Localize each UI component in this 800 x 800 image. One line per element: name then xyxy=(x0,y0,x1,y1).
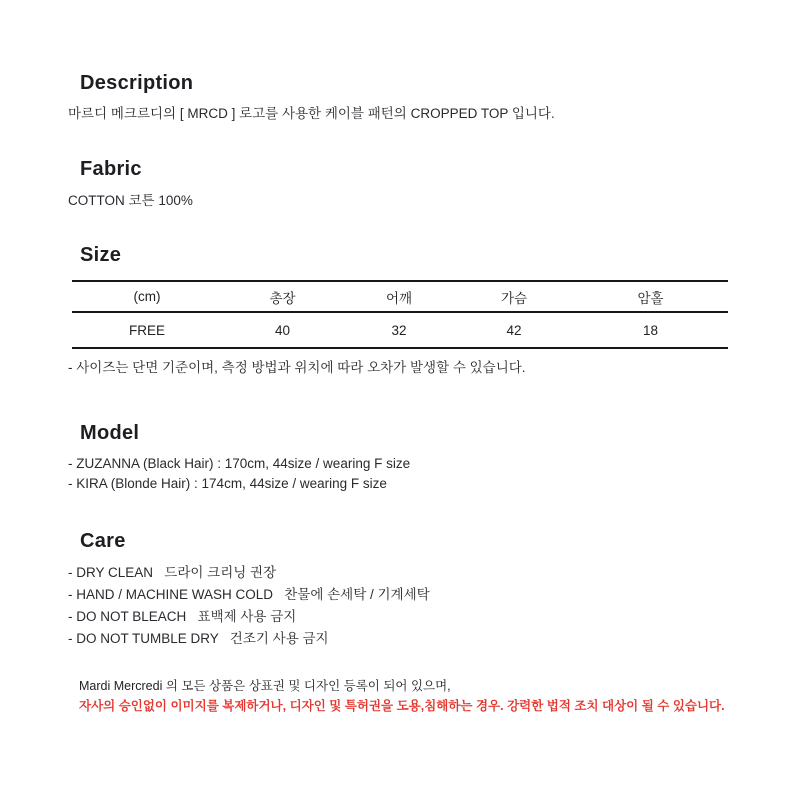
size-cell-armhole: 18 xyxy=(642,322,659,338)
care-heading: Care xyxy=(80,530,126,552)
size-section xyxy=(0,242,800,378)
size-table-header-row xyxy=(72,281,728,312)
description-section xyxy=(0,70,800,124)
size-table xyxy=(72,280,728,349)
care-line: - DO NOT TUMBLE DRY 건조기 사용 금지 xyxy=(68,631,329,646)
fabric-text: COTTON 코튼 100% xyxy=(68,193,193,208)
care-line: - HAND / MACHINE WASH COLD 찬물에 손세탁 / 기계세탁 xyxy=(68,587,430,602)
description-text: 마르디 메크르디의 [ MRCD ] 로고를 사용한 케이블 패턴의 CROPPED TOP 입니다. xyxy=(68,106,555,121)
size-col-length: 총장 xyxy=(269,290,296,306)
model-line: - ZUZANNA (Black Hair) : 170cm, 44size / wearing F size xyxy=(68,456,411,471)
size-table-row xyxy=(72,312,728,348)
description-heading: Description xyxy=(80,72,194,94)
size-col-shoulder: 어깨 xyxy=(385,290,413,306)
size-col-chest: 가슴 xyxy=(500,290,528,306)
care-line: - DRY CLEAN 드라이 크리닝 권장 xyxy=(68,565,277,580)
size-heading: Size xyxy=(80,244,122,266)
model-section xyxy=(0,420,800,494)
size-cell-shoulder: 32 xyxy=(391,322,407,338)
size-col-armhole: 암홀 xyxy=(637,290,664,306)
size-cell-length: 40 xyxy=(274,322,291,338)
fabric-section xyxy=(0,156,800,211)
fabric-heading: Fabric xyxy=(80,158,142,180)
care-section xyxy=(0,528,800,650)
model-line: - KIRA (Blonde Hair) : 174cm, 44size / wearing F size xyxy=(68,476,387,491)
size-cell-chest: 42 xyxy=(506,322,522,338)
care-line: - DO NOT BLEACH 표백제 사용 금지 xyxy=(68,609,297,624)
trademark-notice: Mardi Mercredi 의 모든 상품은 상표권 및 디자인 등록이 되어 있으며, xyxy=(79,679,451,693)
size-note: - 사이즈는 단면 기준이며, 측정 방법과 위치에 따라 오차가 발생할 수 있습니다. xyxy=(68,360,526,375)
model-heading: Model xyxy=(80,422,140,444)
legal-warning-text: 자사의 승인없이 이미지를 복제하거나, 디자인 및 특허권을 도용,침해하는 경우. 강력한 법적 조치 대상이 될 수 있습니다. xyxy=(79,699,725,713)
size-cell-label: FREE xyxy=(128,322,165,338)
size-col-unit: (cm) xyxy=(133,289,161,304)
legal-footer xyxy=(0,676,800,716)
